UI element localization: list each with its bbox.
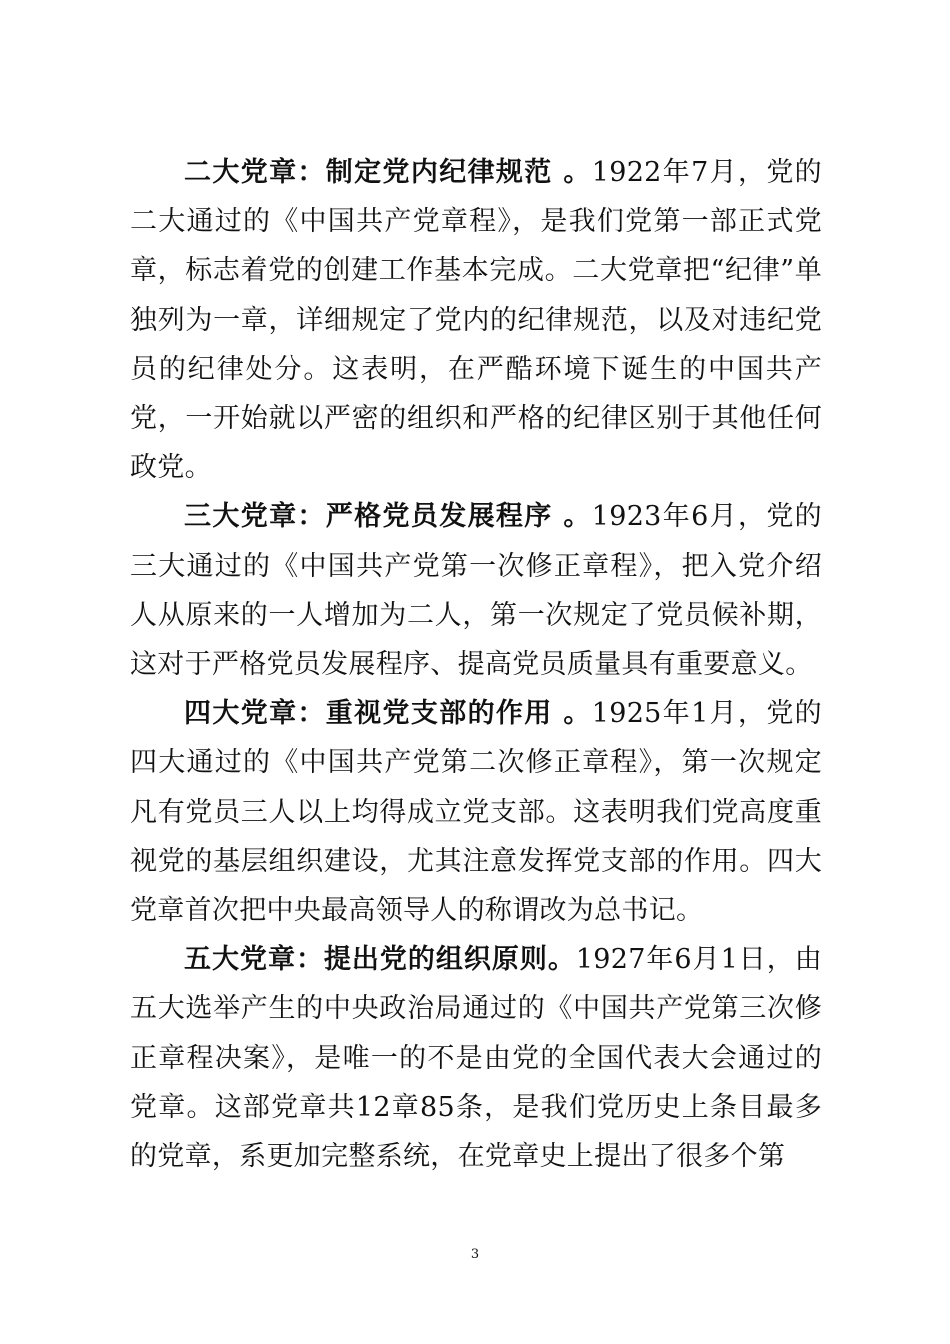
paragraph-heading: 五大党章：提出党的组织原则。 bbox=[184, 944, 576, 976]
paragraph-text: 1922年7月，党的二大通过的《中国共产党章程》，是我们党第一部正式党章，标志着党的创建工作基本完成。二大党章把“纪律”单独列为一章，详细规定了党内的纪律规范，以及对违纪党员的纪律处分。这表明，在严酷环境下诞生的中国共产党，一开始就以严密的组织和严格的纪律区别于其他任何政党。 bbox=[130, 157, 822, 484]
paragraph-text: 1927年6月1日，由五大选举产生的中央政治局通过的《中国共产党第三次修正章程决案》，是唯一的不是由党的全国代表大会通过的党章。这部党章共12章85条，是我们党历史上条目最多的党章，系更加完整系统，在党章史上提出了很多个第 bbox=[130, 944, 822, 1173]
page-body bbox=[130, 148, 822, 1208]
paragraph-heading: 三大党章：严格党员发展程序 。 bbox=[184, 501, 592, 533]
paragraph-party-constitution-3 bbox=[130, 492, 822, 689]
paragraph-text: 1925年1月，党的四大通过的《中国共产党第二次修正章程》，第一次规定凡有党员三人以上均得成立党支部。这表明我们党高度重视党的基层组织建设，尤其注意发挥党支部的作用。四大党章首次把中央最高领导人的称谓改为总书记。 bbox=[130, 698, 822, 927]
paragraph-party-constitution-2 bbox=[130, 148, 822, 492]
paragraph-party-constitution-5 bbox=[130, 935, 822, 1181]
page-number: 3 bbox=[470, 1247, 480, 1262]
paragraph-text: 1923年6月，党的三大通过的《中国共产党第一次修正章程》，把入党介绍人从原来的一人增加为二人，第一次规定了党员候补期，这对于严格党员发展程序、提高党员质量具有重要意义。 bbox=[130, 501, 822, 681]
paragraph-heading: 二大党章：制定党内纪律规范 。 bbox=[184, 157, 592, 188]
paragraph-heading: 四大党章：重视党支部的作用 。 bbox=[184, 698, 592, 730]
paragraph-party-constitution-4 bbox=[130, 689, 822, 935]
